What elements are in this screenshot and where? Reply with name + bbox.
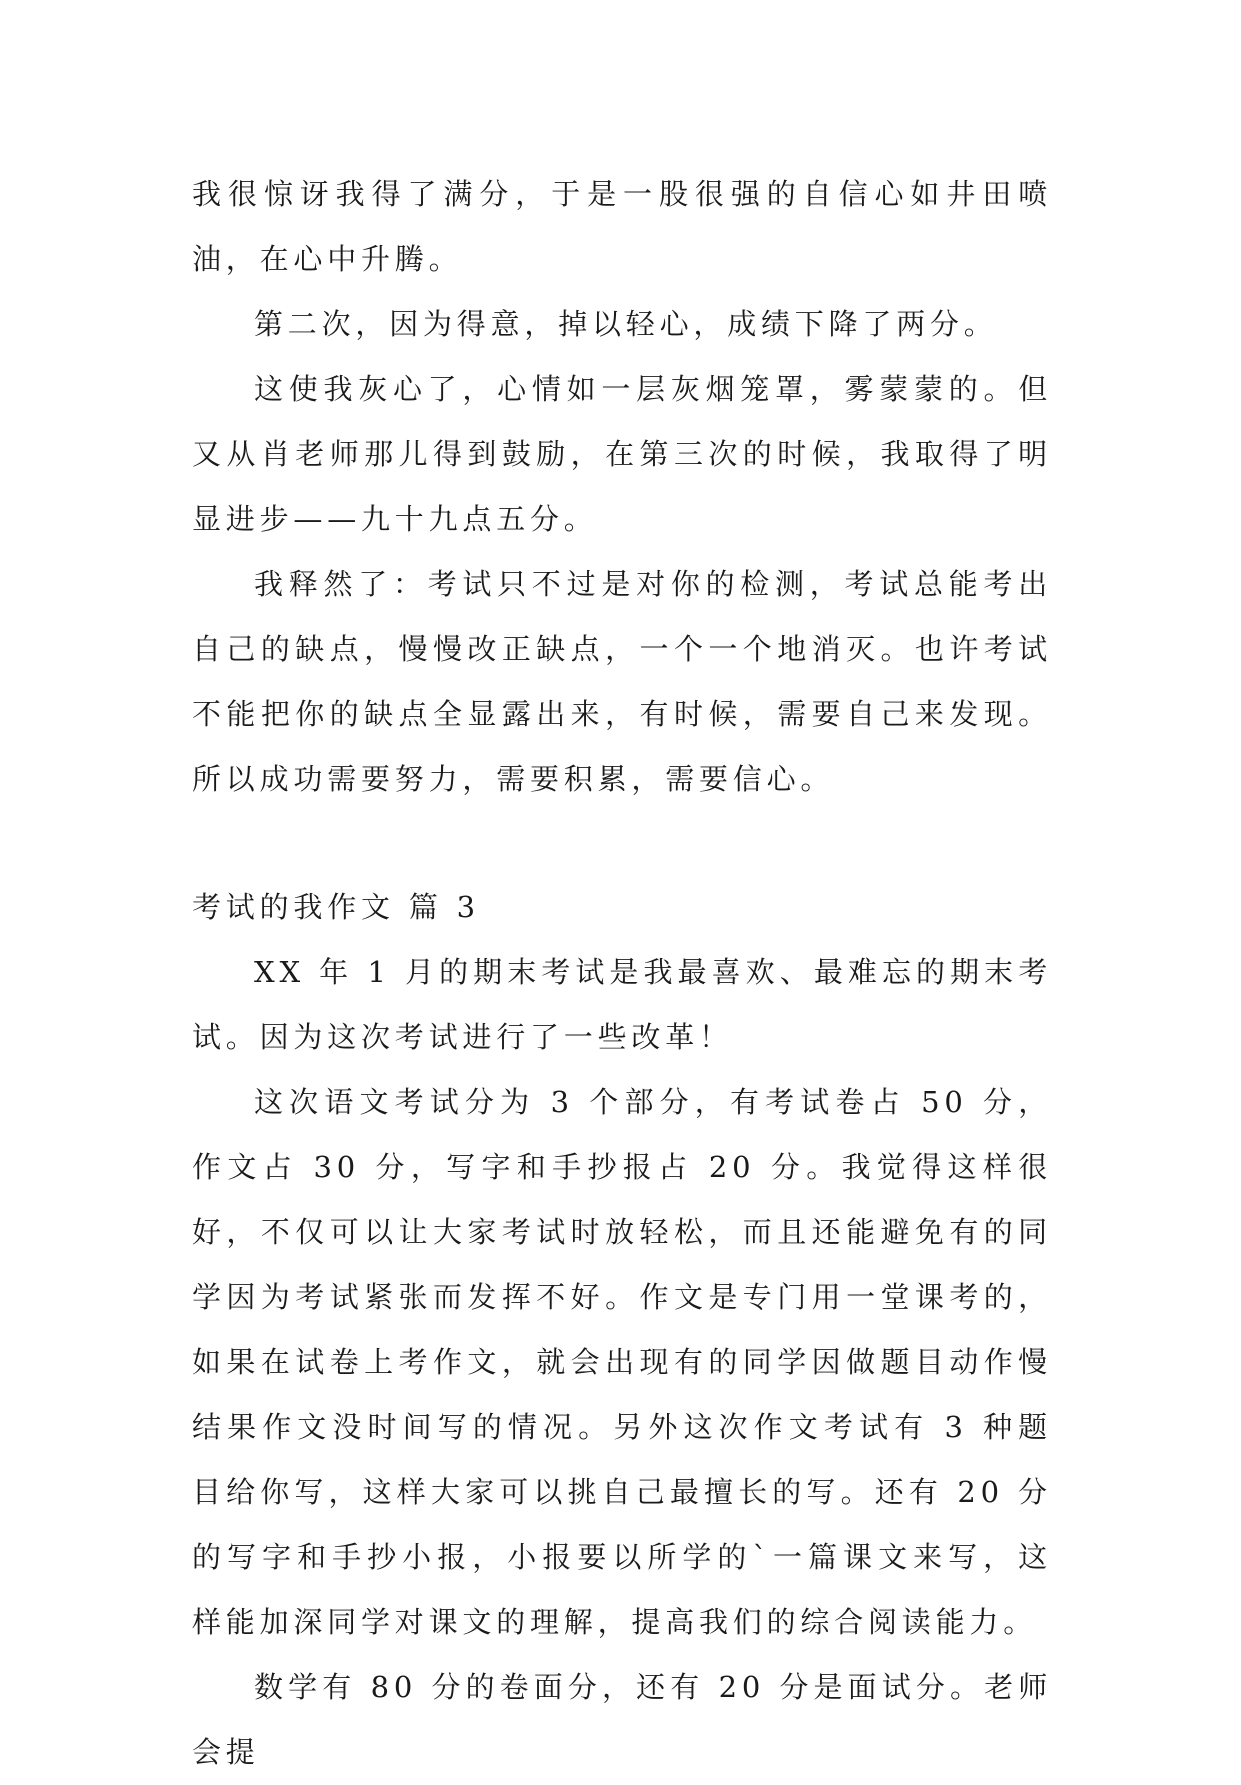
section-heading: 考试的我作文 篇 3 xyxy=(192,890,480,924)
paragraph: 这次语文考试分为 3 个部分，有考试卷占 50 分，作文占 30 分，写字和手抄报占 20 分。我觉得这样很好，不仅可以让大家考试时放轻松，而且还能避免有的同学因为考试紧张而发挥不好。作文是专门用一堂课考的，如果在试卷上考作文，就会出现有的同学因做题目动作慢结果作文没时间写的情况。另外这次作文考试有 3 种题目给你写，这样大家可以挑自己最擅长的写。还有 20 分的写字和手抄小报，小报要以所学的`一篇课文来写，这样能加深同学对课文的理解，提高我们的综合阅读能力。 xyxy=(192,1085,1052,1639)
paragraph: 第二次，因为得意，掉以轻心，成绩下降了两分。 xyxy=(254,307,998,341)
document-body xyxy=(192,162,1052,1785)
paragraph-truncated: 数学有 80 分的卷面分，还有 20 分是面试分。老师会提 xyxy=(192,1670,1052,1769)
paragraph-continued: 我很惊讶我得了满分，于是一股很强的自信心如井田喷油，在心中升腾。 xyxy=(192,177,1052,276)
paragraph: 我释然了：考试只不过是对你的检测，考试总能考出自己的缺点，慢慢改正缺点，一个一个地消灭。也许考试不能把你的缺点全显露出来，有时候，需要自己来发现。所以成功需要努力，需要积累，需要信心。 xyxy=(192,567,1052,796)
paragraph: XX 年 1 月的期末考试是我最喜欢、最难忘的期末考试。因为这次考试进行了一些改革！ xyxy=(192,955,1052,1054)
paragraph: 这使我灰心了，心情如一层灰烟笼罩，雾蒙蒙的。但又从肖老师那儿得到鼓励，在第三次的时候，我取得了明显进步——九十九点五分。 xyxy=(192,372,1052,536)
